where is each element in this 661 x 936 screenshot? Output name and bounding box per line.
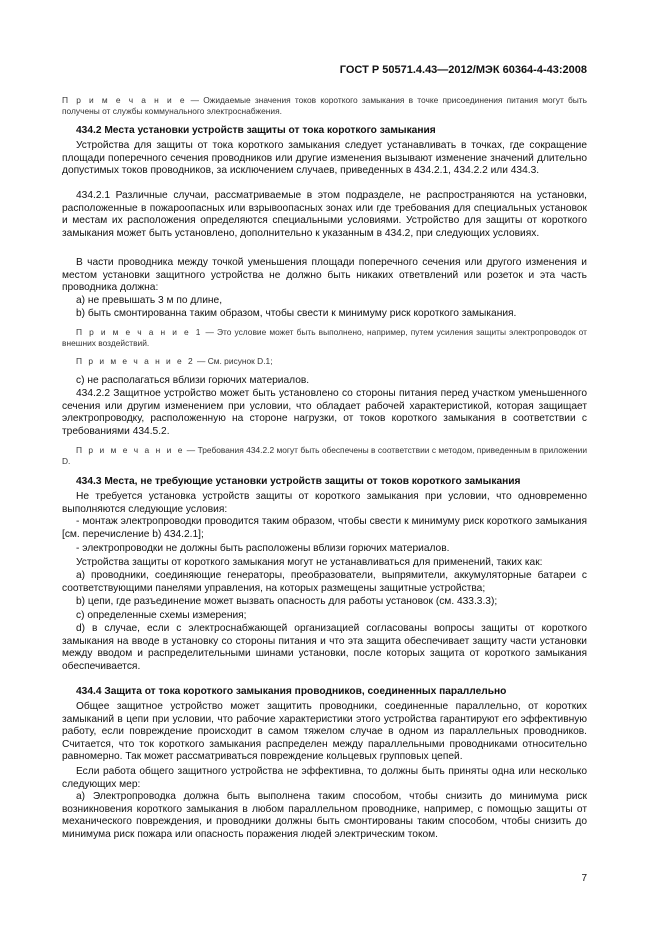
list-item-d2: d) в случае, если с электроснабжающей организацией согласованы вопросы защиты от короткого замыкания на вводе в установку со стороны питания и что эта защита обеспечивает защиту части установки между вводом и распределительными шинами установки, после которых защита от короткого замыкания обеспечивается.	[62, 623, 587, 672]
paragraph-6: - монтаж электропроводки проводится таким образом, чтобы свести к минимуму риск короткого замыкания [см. перечисление b) 434.2.1];	[62, 516, 587, 540]
paragraph-9: Общее защитное устройство может защитить проводники, соединенные параллельно, от коротких замыканий в цепи при условии, что рабочие характеристики этого устройства гарантируют его эффективную работу, если повреждение происходит в самом тяжелом случае в одном из параллельных проводников. Считается, что ток короткого замыкания распределен между параллельными проводниками относительно равномерно. Так может рассматриваться повреждение кольцевых групповых цепей.	[62, 701, 587, 763]
paragraph-8: Устройства защиты от короткого замыкания могут не устанавливаться для применений, таких как:	[76, 557, 543, 568]
list-item-b2: b) цепи, где разъединение может вызвать опасность для работы установок (см. 433.3.3);	[76, 596, 498, 607]
paragraph-5: Не требуется установка устройств защиты от короткого замыкания при условии, что одновременно выполняются следующие условия:	[62, 491, 587, 515]
paragraph-7: - электропроводки не должны быть расположены вблизи горючих материалов.	[76, 543, 450, 554]
list-item-c2: с) определенные схемы измерения;	[76, 610, 247, 621]
note-3: П р и м е ч а н и е — Требования 434.2.2 могут быть обеспечены в соответствии с методом, приведенным в приложении D.	[62, 445, 587, 466]
list-item-a3: а) Электропроводка должна быть выполнена таким способом, чтобы снизить до минимума риск возникновения короткого замыкания в любом параллельном проводнике, например, с помощью защиты от механического повреждения, и проводники должны быть смонтированы таким способом, чтобы снизить до минимума риск пожара или опасность поражения людей электрическим током.	[62, 791, 587, 840]
list-item-c: с) не располагаться вблизи горючих материалов.	[76, 375, 310, 386]
document-header: ГОСТ Р 50571.4.43—2012/МЭК 60364-4-43:2008	[339, 64, 587, 76]
paragraph-3: В части проводника между точкой уменьшения площади поперечного сечения или другого изменения и местом установки защитного устройства не должно быть никаких ответвлений или розеток и эта часть проводника должна:	[62, 257, 587, 294]
note-2: П р и м е ч а н и е 2 — См. рисунок D.1;	[76, 356, 273, 366]
list-item-b: b) быть смонтированна таким образом, чтобы свести к минимуму риск короткого замыкания.	[76, 308, 517, 319]
section-heading-434-4: 434.4 Защита от тока короткого замыкания проводников, соединенных параллельно	[76, 686, 507, 697]
section-heading-434-2: 434.2 Места установки устройств защиты от тока короткого замыкания	[76, 125, 436, 136]
section-heading-434-3: 434.3 Места, не требующие установки устройств защиты от токов короткого замыкания	[76, 476, 521, 487]
paragraph-10: Если работа общего защитного устройства не эффективна, то должны быть приняты одна или несколько следующих мер:	[62, 766, 587, 790]
note-0: П р и м е ч а н и е — Ожидаемые значения токов короткого замыкания в точке присоединения питания могут быть получены от службы коммунального электроснабжения.	[62, 95, 587, 116]
page-number: 7	[581, 873, 587, 884]
paragraph-1: Устройства для защиты от тока короткого замыкания следует устанавливать в точках, где сокращение площади поперечного сечения проводников или другие изменения вызывают изменение значений длительно допустимых токов проводников, за исключением случаев, приведенных в 434.2.1, 434.2.2 или 434.3.	[62, 140, 587, 177]
note-1: П р и м е ч а н и е 1 — Это условие может быть выполнено, например, путем усиления защиты электропроводок от внешних воздействий.	[62, 327, 587, 348]
paragraph-4: 434.2.2 Защитное устройство может быть установлено со стороны питания перед участком уменьшенного сечения или другим изменением при условии, что обладает рабочей характеристикой, которая защищает электропроводку, расположенную на стороне нагрузки, от токов короткого замыкания в соответствии с требованиями 434.5.2.	[62, 388, 587, 437]
list-item-a2: а) проводники, соединяющие генераторы, преобразователи, выпрямители, аккумуляторные батареи с соответствующими панелями управления, на которых размещены защитные устройства;	[62, 570, 587, 594]
paragraph-2: 434.2.1 Различные случаи, рассматриваемые в этом подразделе, не распространяются на установки, расположенные в пожароопасных или взрывоопасных зонах или где требования для специальных установок и местам их расположения определяются специальными условиями. Устройство для защиты от короткого замыкания может быть установлено, дополнительно к указанным в 434.2, при следующих условиях.	[62, 190, 587, 239]
list-item-a: а) не превышать 3 м по длине,	[76, 295, 223, 306]
